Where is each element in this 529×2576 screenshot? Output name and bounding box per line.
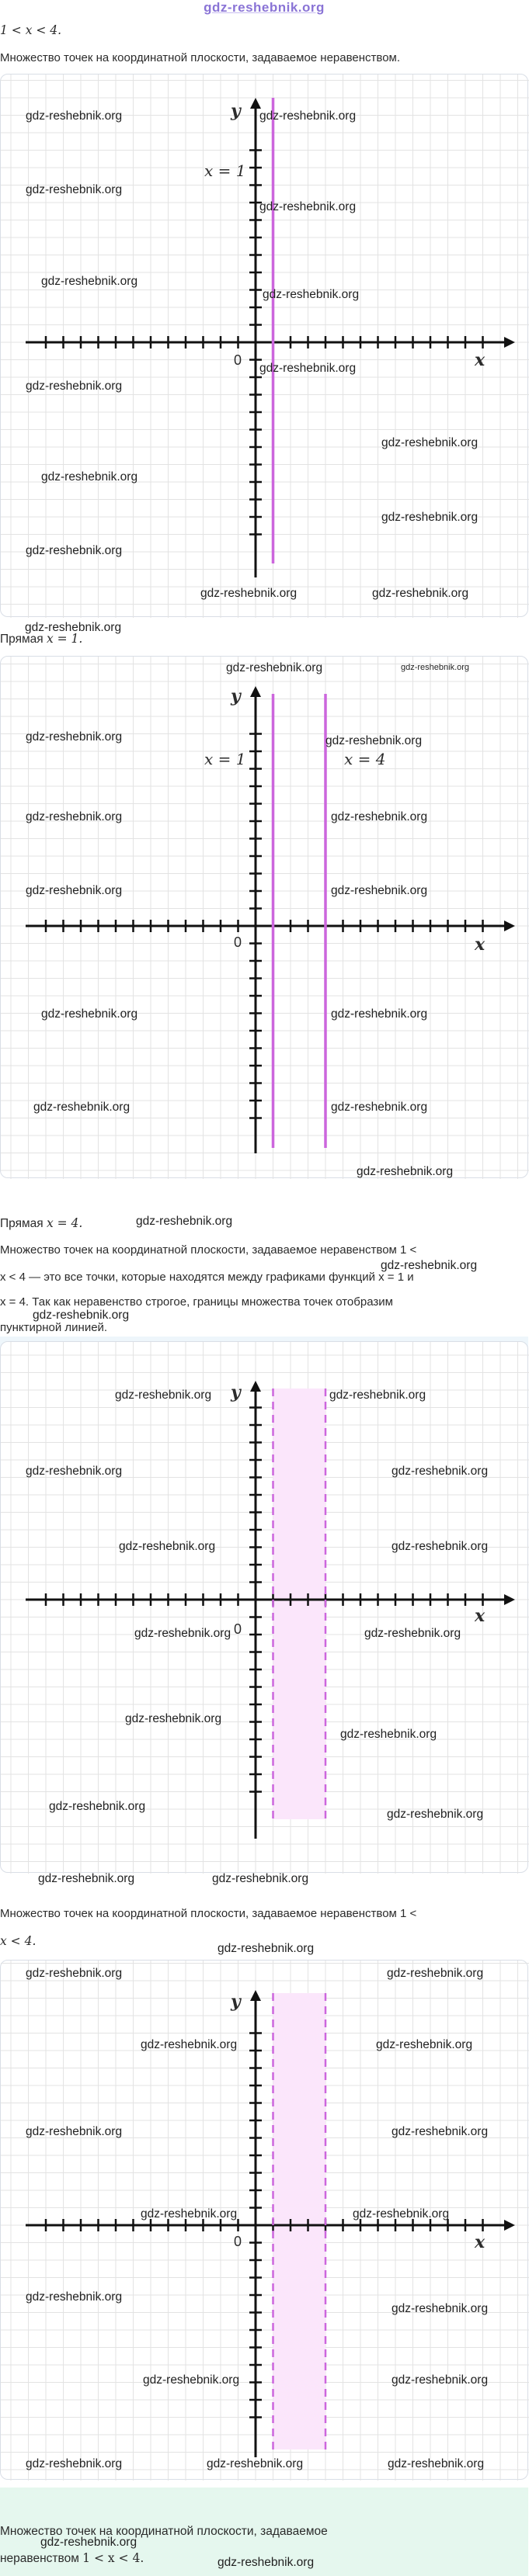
watermark: gdz-reshebnik.org xyxy=(364,1627,461,1640)
watermark: gdz-reshebnik.org xyxy=(392,1465,489,1478)
watermark: gdz-reshebnik.org xyxy=(26,1465,123,1478)
watermark: gdz-reshebnik.org xyxy=(125,1712,222,1725)
watermark: gdz-reshebnik.org xyxy=(357,1165,454,1178)
watermark: gdz-reshebnik.org xyxy=(26,1967,123,1980)
watermark: gdz-reshebnik.org xyxy=(136,1215,233,1228)
watermark: gdz-reshebnik.org xyxy=(331,1007,428,1021)
final-caption-math: 1 < x < 4. xyxy=(82,2551,144,2565)
watermark: gdz-reshebnik.org xyxy=(226,661,323,674)
watermark: gdz-reshebnik.org xyxy=(26,109,123,123)
watermark: gdz-reshebnik.org xyxy=(381,511,479,524)
watermark: gdz-reshebnik.org xyxy=(141,2207,238,2221)
watermark: gdz-reshebnik.org xyxy=(26,380,123,393)
watermark: gdz-reshebnik.org xyxy=(387,1808,484,1821)
watermark: gdz-reshebnik.org xyxy=(353,2207,450,2221)
caption-prefix: Прямая xyxy=(0,633,44,646)
watermark: gdz-reshebnik.org xyxy=(392,2373,489,2387)
watermark: gdz-reshebnik.org xyxy=(33,1101,131,1114)
coordinate-plane-1 xyxy=(1,75,529,618)
watermark: gdz-reshebnik.org xyxy=(26,2457,123,2470)
watermark: gdz-reshebnik.org xyxy=(38,1872,135,1885)
caption-line-x1 xyxy=(0,630,82,648)
origin-label: 0 xyxy=(234,1621,242,1637)
watermark: gdz-reshebnik.org xyxy=(40,2536,137,2549)
watermark: gdz-reshebnik.org xyxy=(392,1540,489,1553)
watermark: gdz-reshebnik.org xyxy=(259,200,357,213)
axis-label-y: y xyxy=(231,686,241,706)
final-caption-prefix: неравенством xyxy=(0,2552,79,2565)
axis-label-y: y xyxy=(231,1992,241,2012)
watermark: gdz-reshebnik.org xyxy=(263,288,360,301)
caption-math: x = 1. xyxy=(46,632,83,646)
watermark: gdz-reshebnik.org xyxy=(200,587,298,600)
watermark: gdz-reshebnik.org xyxy=(381,1259,478,1272)
axis-label-y: y xyxy=(231,101,241,121)
watermark: gdz-reshebnik.org xyxy=(26,730,123,744)
watermark: gdz-reshebnik.org xyxy=(26,2125,123,2138)
caption-math: x = 4. xyxy=(46,1216,83,1230)
watermark: gdz-reshebnik.org xyxy=(207,2457,304,2470)
watermark: gdz-reshebnik.org xyxy=(143,2373,240,2387)
watermark: gdz-reshebnik.org xyxy=(401,663,470,672)
line-label-x1: x = 1 xyxy=(204,750,246,768)
axis-label-x: x xyxy=(475,2232,485,2252)
watermark: gdz-reshebnik.org xyxy=(372,587,469,600)
watermark: gdz-reshebnik.org xyxy=(26,183,123,196)
watermark: gdz-reshebnik.org xyxy=(134,1627,231,1640)
explanation-line-2: x < 4 — это все точки, которые находятся между графиками функций x = 1 и xyxy=(0,1271,414,1284)
watermark: gdz-reshebnik.org xyxy=(26,884,123,897)
watermark: gdz-reshebnik.org xyxy=(259,362,357,375)
watermark: gdz-reshebnik.org xyxy=(392,2302,489,2315)
origin-label: 0 xyxy=(234,2234,242,2249)
watermark: gdz-reshebnik.org xyxy=(381,436,479,449)
line-label-x1: x = 1 xyxy=(204,161,246,180)
final-caption-line-2 xyxy=(0,2550,144,2567)
watermark: gdz-reshebnik.org xyxy=(26,810,123,823)
caption-line-x4 xyxy=(0,1215,82,1233)
y-axis-arrow xyxy=(250,1381,261,1392)
origin-label: 0 xyxy=(234,352,242,368)
line-label-x4: x = 4 xyxy=(344,750,386,768)
figure-3 xyxy=(0,1341,528,1885)
origin-label: 0 xyxy=(234,934,242,950)
caption-prefix: Прямая xyxy=(0,1217,44,1230)
axis-label-y: y xyxy=(231,1382,241,1402)
x-axis-arrow xyxy=(504,2220,515,2231)
x-axis-arrow xyxy=(504,920,515,931)
summary-line-1: Множество точек на координатной плоскости, задаваемое неравенством 1 < xyxy=(0,1907,417,1920)
watermark: gdz-reshebnik.org xyxy=(26,544,123,557)
watermark: gdz-reshebnik.org xyxy=(212,1872,309,1885)
final-caption-box xyxy=(0,2488,528,2576)
watermark: gdz-reshebnik.org xyxy=(41,1007,138,1021)
watermark: gdz-reshebnik.org xyxy=(376,2038,473,2051)
solution-region xyxy=(273,1993,326,2449)
y-axis-arrow xyxy=(250,686,261,697)
axis-label-x: x xyxy=(475,350,485,370)
watermark: gdz-reshebnik.org xyxy=(25,621,122,634)
watermark: gdz-reshebnik.org xyxy=(387,1967,484,1980)
watermark: gdz-reshebnik.org xyxy=(329,1389,426,1402)
axis-label-x: x xyxy=(475,1606,485,1626)
watermark: gdz-reshebnik.org xyxy=(218,1942,315,1955)
figure-2 xyxy=(0,656,528,1178)
x-axis-arrow xyxy=(504,1594,515,1605)
watermark: gdz-reshebnik.org xyxy=(331,1101,428,1114)
watermark: gdz-reshebnik.org xyxy=(325,734,423,747)
explanation-line-3: x = 4. Так как неравенство строгое, границы множества точек отобразим xyxy=(0,1295,393,1309)
axis-label-x: x xyxy=(475,934,485,955)
watermark: gdz-reshebnik.org xyxy=(340,1728,437,1741)
watermark: gdz-reshebnik.org xyxy=(115,1389,212,1402)
watermark: gdz-reshebnik.org xyxy=(388,2457,485,2470)
watermark: gdz-reshebnik.org xyxy=(41,275,138,288)
watermark: gdz-reshebnik.org xyxy=(49,1800,146,1813)
header-watermark: gdz-reshebnik.org xyxy=(204,0,325,15)
y-axis-arrow xyxy=(250,1990,261,2001)
watermark: gdz-reshebnik.org xyxy=(392,2125,489,2138)
watermark: gdz-reshebnik.org xyxy=(41,470,138,484)
watermark: gdz-reshebnik.org xyxy=(119,1540,216,1553)
intro-expression: 1 < x < 4. xyxy=(0,23,62,37)
figure-1 xyxy=(0,74,528,617)
watermark: gdz-reshebnik.org xyxy=(141,2038,238,2051)
explanation-line-1: Множество точек на координатной плоскости, задаваемое неравенством 1 < xyxy=(0,1243,417,1257)
watermark: gdz-reshebnik.org xyxy=(218,2556,315,2569)
solution-region xyxy=(273,1389,326,1819)
y-axis-arrow xyxy=(250,98,261,109)
intro-description: Множество точек на координатной плоскости, задаваемое неравенством. xyxy=(0,51,401,64)
watermark: gdz-reshebnik.org xyxy=(26,2290,123,2304)
final-caption-line-1: Множество точек на координатной плоскости, задаваемое xyxy=(0,2525,328,2538)
figure-4 xyxy=(0,1960,528,2480)
watermark: gdz-reshebnik.org xyxy=(331,884,428,897)
coordinate-plane-3 xyxy=(1,1342,529,1874)
explanation-line-4: пунктирной линией. xyxy=(0,1321,108,1334)
watermark: gdz-reshebnik.org xyxy=(331,810,428,823)
x-axis-arrow xyxy=(504,337,515,348)
watermark: gdz-reshebnik.org xyxy=(33,1309,130,1322)
watermark: gdz-reshebnik.org xyxy=(259,109,357,123)
summary-line-2: x < 4. xyxy=(0,1934,37,1948)
